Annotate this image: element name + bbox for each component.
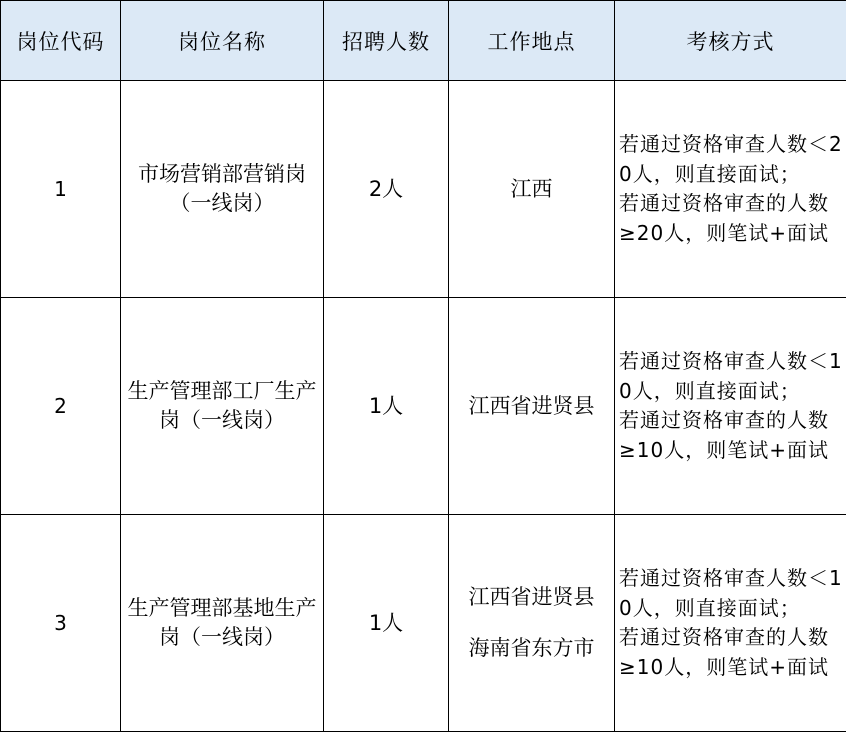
header-row [1,1,846,81]
work-location [449,81,615,298]
table-row [1,515,846,732]
position-name: 生产管理部基地生产岗（一线岗） [121,515,324,732]
assessment-method [615,81,846,298]
headcount: 2人 [324,81,449,298]
table-row [1,298,846,515]
location-line: 江西省进贤县 [468,585,595,609]
position-name: 生产管理部工厂生产岗（一线岗） [121,298,324,515]
method-line: 若通过资格审查的人数≥20人，则笔试+面试 [619,191,829,245]
work-location [449,515,615,732]
header-position-code: 岗位代码 [1,1,121,81]
header-work-location: 工作地点 [449,1,615,81]
position-code: 3 [1,515,121,732]
assessment-method [615,515,846,732]
header-headcount: 招聘人数 [324,1,449,81]
position-code: 1 [1,81,121,298]
headcount: 1人 [324,515,449,732]
method-line: 若通过资格审查人数＜20人，则直接面试； [619,132,843,186]
assessment-method [615,298,846,515]
position-code: 2 [1,298,121,515]
location-line: 江西 [510,176,553,201]
headcount: 1人 [324,298,449,515]
work-location [449,298,615,515]
header-position-name: 岗位名称 [121,1,324,81]
location-line: 海南省东方市 [468,636,595,660]
header-assessment-method: 考核方式 [615,1,846,81]
method-line: 若通过资格审查的人数≥10人，则笔试+面试 [619,625,829,679]
method-line: 若通过资格审查人数＜10人，则直接面试； [619,566,843,620]
location-line: 江西省进贤县 [468,393,595,418]
table-row [1,81,846,298]
position-name: 市场营销部营销岗（一线岗） [121,81,324,298]
method-line: 若通过资格审查的人数≥10人，则笔试+面试 [619,408,829,462]
method-line: 若通过资格审查人数＜10人，则直接面试； [619,349,843,403]
